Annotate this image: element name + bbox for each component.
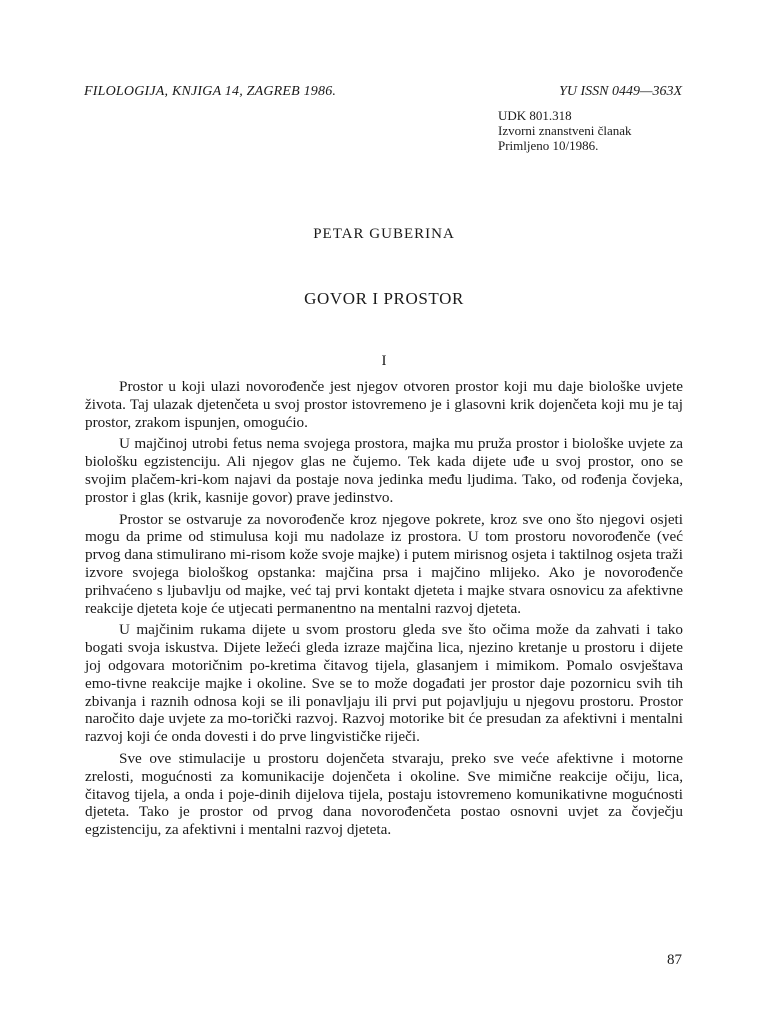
author-name: PETAR GUBERINA xyxy=(313,226,455,242)
page-number: 87 xyxy=(667,952,682,968)
udk-code: UDK 801.318 xyxy=(498,108,572,123)
section-heading: I xyxy=(381,353,387,369)
issn-header: YU ISSN 0449—363X xyxy=(559,84,682,99)
paragraph: Sve ove stimulacije u prostoru dojenčeta stvaraju, preko sve veće afektivne i motorne zrelosti, mogućnosti za komunikacije dojenčeta i okoline. Sve mimične reakcije očiju, lica, čitavog tijela, a onda i poje-dinih dijelova tijela, postaju istovremeno komunikativne mogućnosti djeteta. Tako je prostor od prvog dana novorođenčeta postao osnovni uvjet za čovječju egzistenciju, za afektivni i mentalni razvoj djeteta. xyxy=(85,749,683,839)
article-type: Izvorni znanstveni članak xyxy=(498,123,632,138)
paragraph: U majčinim rukama dijete u svom prostoru gleda sve što očima može da zahvati i tako bogati svoja iskustva. Dijete ležeći gleda izraze majčina lica, njezino kretanje u prostoru i dijete joj odgovara motoričnim po-kretima čitavog tijela, glasanjem i mimikom. Pomalo osvještava emo-tivne reakcije majke i okoline. Sve se to može događati jer prostor daje pozornicu svih tih zbivanja i raznih odnosa koji se ili ponavljaju ili prvi put pojavljuju u njegovu prostoru. Prostor naročito daje uvjete za mo-torički razvoj. Razvoj motorike bit će presudan za afektivni i mentalni razvoj koji će onda dovesti i do prve lingvističke riječi. xyxy=(85,621,683,746)
paragraph: U majčinoj utrobi fetus nema svojega prostora, majka mu pruža prostor i biološke uvjete za biološku egzistenciju. Ali njegov glas ne čujemo. Tek kada dijete uđe u svoj prostor, ono se svojim plačem-kri-kom najavi da postaje nova jedinka među ljudima. Tako, od rođenja čovjeka, prostor i glas (krik, kasnije govor) prave jedinstvo. xyxy=(85,435,683,506)
article-body xyxy=(85,378,683,843)
journal-header: FILOLOGIJA, KNJIGA 14, ZAGREB 1986. xyxy=(84,84,337,99)
article-title: GOVOR I PROSTOR xyxy=(304,289,464,308)
article-meta xyxy=(498,108,632,153)
paragraph: Prostor se ostvaruje za novorođenče kroz njegove pokrete, kroz sve ono što njegovi osjeti mogu da prime od stimulusa koji mu nadolaze iz prostora. U tom prostoru novorođenče (već prvog dana stimulirano mi-risom kože svoje majke) i putem mirisnog osjeta i taktilnog osjeta traži izvore svojega biološkog opstanka: majčina prsa i majčino mlijeko. Ako je novorođenče prihvaćeno s ljubavlju od majke, već taj prvi kontakt djeteta i majke stvara osnovicu za afektivne reakcije djeteta koje će utjecati permanentno na mentalni razvoj djeteta. xyxy=(85,510,683,617)
paragraph: Prostor u koji ulazi novorođenče jest njegov otvoren prostor koji mu daje biološke uvjete života. Taj ulazak djetenčeta u svoj prostor istovremeno je i glasovni krik dojenčeta koji mu je taj prostor, zrakom ispunjen, omogućio. xyxy=(85,378,683,431)
received-date: Primljeno 10/1986. xyxy=(498,138,599,153)
